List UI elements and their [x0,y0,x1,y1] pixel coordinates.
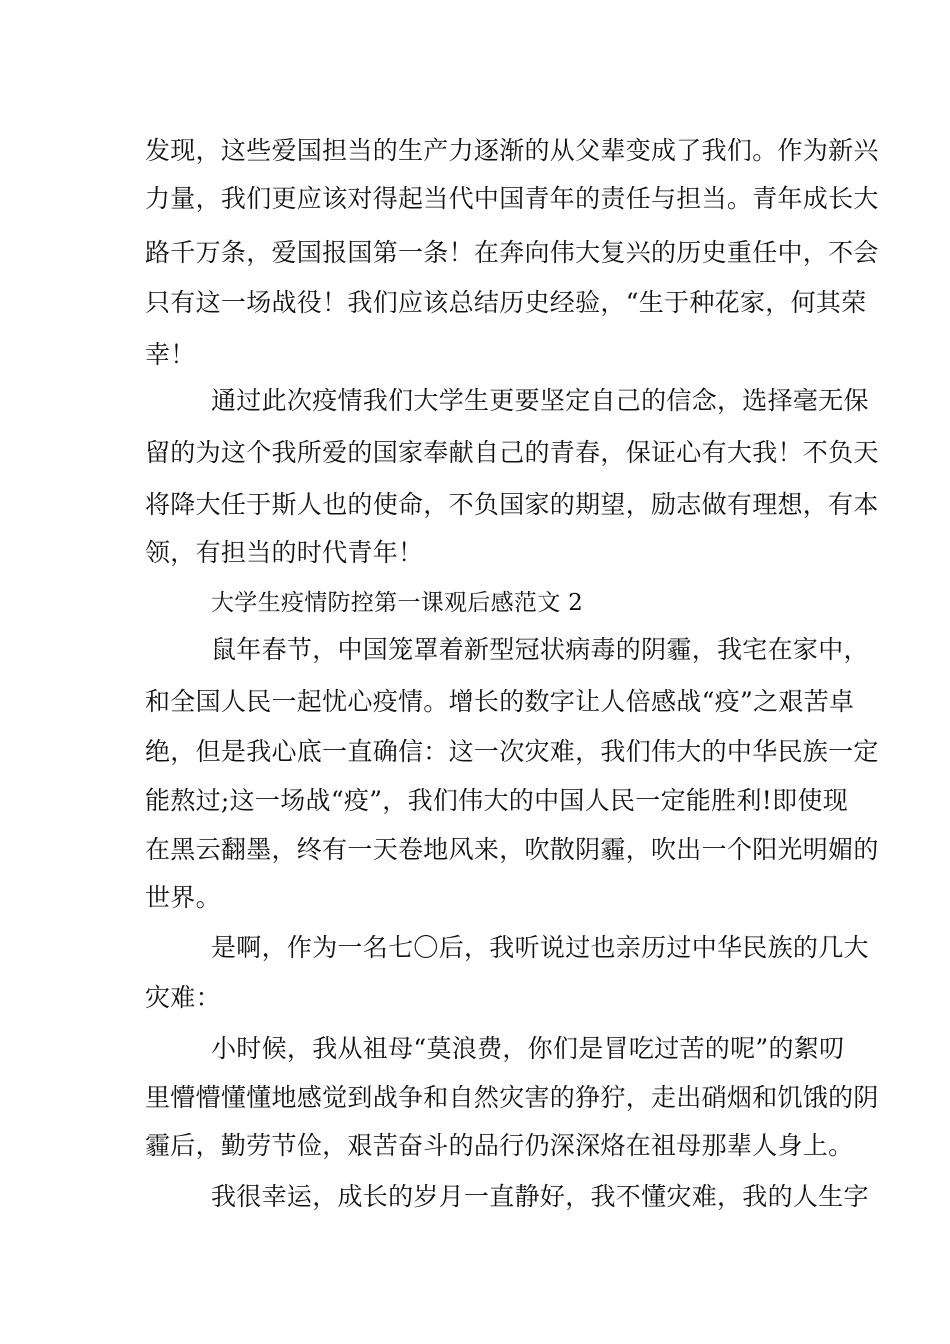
paragraph-start-line: 小时候，我从祖母“莫浪费，你们是冒吃过苦的呢”的絮叨 [211,1034,845,1063]
text-line: 力量，我们更应该对得起当代中国青年的责任与担当。青年成长大 [145,184,879,213]
text-line: 和全国人民一起忧心疫情。增长的数字让人倍感战“疫”之艰苦卓 [145,687,855,716]
section-heading: 大学生疫情防控第一课观后感范文 2 [211,590,584,616]
text-line: 绝，但是我心底一直确信：这一次灾难，我们伟大的中华民族一定 [145,737,879,766]
text-line: 只有这一场战役！我们应该总结历史经验，“生于种花家，何其荣 [145,288,867,317]
text-line: 领，有担当的时代青年！ [145,538,424,567]
text-line: 路千万条，爱国报国第一条！在奔向伟大复兴的历史重任中，不会 [145,238,879,267]
paragraph-start-line: 我很幸运，成长的岁月一直静好，我不懂灾难，我的人生字 [211,1182,869,1211]
text-line: 灾难： [145,983,221,1012]
text-line: 留的为这个我所爱的国家奉献自己的青春，保证心有大我！不负天 [145,438,879,467]
text-line: 幸！ [145,340,196,369]
paragraph-start-line: 鼠年春节，中国笼罩着新型冠状病毒的阴霾，我宅在家中， [211,635,869,664]
text-line: 里懵懵懂懂地感觉到战争和自然灾害的狰狞，走出硝烟和饥饿的阴 [145,1083,879,1112]
text-line: 世界。 [145,883,221,912]
text-line: 将降大任于斯人也的使命，不负国家的期望，励志做有理想，有本 [145,490,879,519]
text-line: 能熬过;这一场战“疫”，我们伟大的中国人民一定能胜利!即使现 [145,786,849,815]
text-line: 发现，这些爱国担当的生产力逐渐的从父辈变成了我们。作为新兴 [145,136,879,165]
paragraph-start-line: 通过此次疫情我们大学生更要坚定自己的信念，选择毫无保 [211,386,869,415]
text-line: 在黑云翻墨，终有一天卷地风来，吹散阴霾，吹出一个阳光明媚的 [145,835,879,864]
paragraph-start-line: 是啊，作为一名七〇后，我听说过也亲历过中华民族的几大 [211,933,869,962]
text-line: 霾后，勤劳节俭，艰苦奋斗的品行仍深深烙在祖母那辈人身上。 [145,1131,854,1160]
